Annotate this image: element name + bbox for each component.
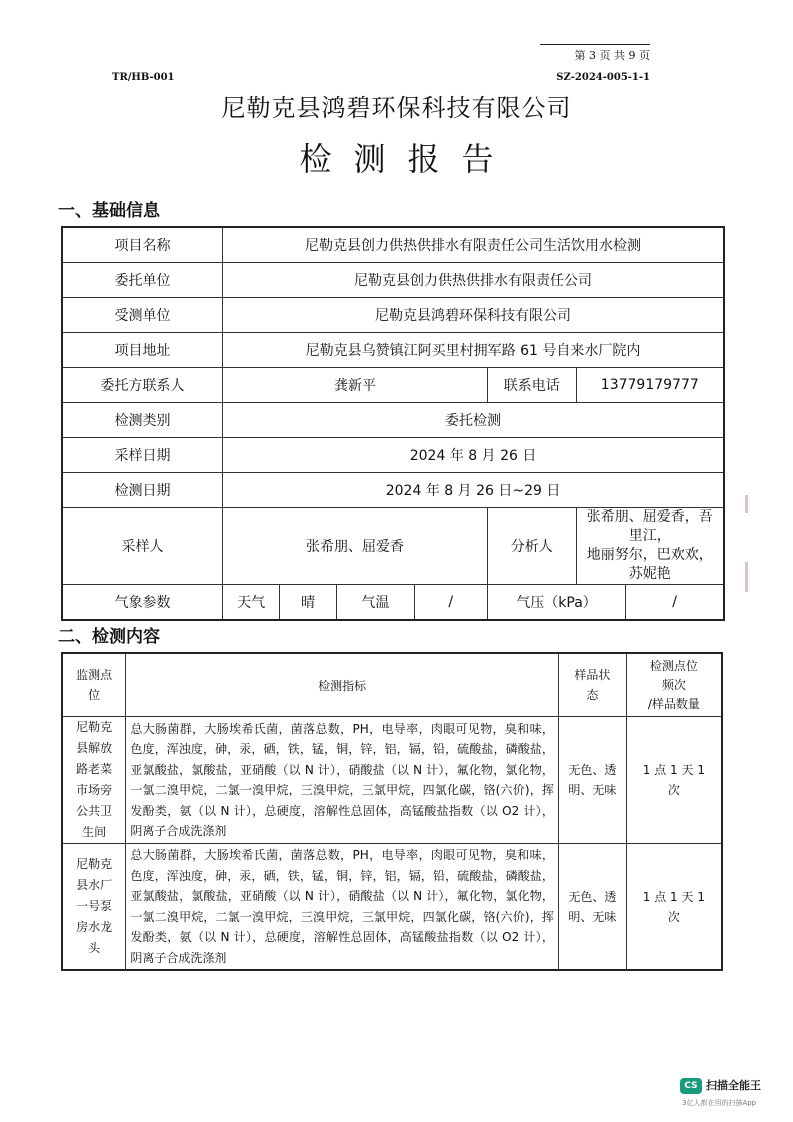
analyst-line: 地丽努尔，巴欢欢， [586, 547, 713, 563]
header-state-line: 态 [586, 688, 599, 702]
report-title: 检测报告 [299, 140, 516, 178]
table-row [62, 298, 724, 333]
site-line: 市场旁 [76, 783, 113, 797]
tested-unit-label: 受测单位 [62, 298, 223, 333]
basic-info-table [61, 226, 725, 621]
weather-key: 天气 [223, 585, 280, 621]
sample-date-value: 2024 年 8 月 26 日 [223, 438, 724, 473]
table-row [62, 585, 724, 621]
header-frequency [626, 653, 722, 717]
sample-date-label: 采样日期 [62, 438, 223, 473]
phone-label: 联系电话 [487, 368, 576, 403]
table-row [62, 844, 722, 971]
header-indicator: 检测指标 [126, 653, 559, 717]
watermark-tagline: 3亿人都在用的扫描App [682, 1099, 757, 1107]
table-row [62, 717, 722, 844]
header-frequency-line: /样品数量 [647, 696, 700, 711]
site-line: 头 [88, 941, 101, 955]
site-line: 房水龙 [76, 920, 113, 934]
client-label: 委托单位 [62, 263, 223, 298]
table-row [62, 368, 724, 403]
frequency-line: 次 [667, 783, 680, 797]
weather-value: 晴 [280, 585, 337, 621]
table-row [62, 403, 724, 438]
site-line: 生间 [82, 825, 107, 839]
project-name-label: 项目名称 [62, 227, 223, 263]
header-site [62, 653, 126, 717]
indicator-cell: 总大肠菌群，大肠埃希氏菌，菌落总数，PH，电导率，肉眼可见物，臭和味，色度，浑浊度，砷，汞，硒，铁，锰，铜，锌，铝，镉，铅，硫酸盐，磷酸盐，亚氯酸盐，氯酸盐，亚硝酸（以 N 计），硝酸盐（以 N 计），氟化物，氯化物，一氯二溴甲烷，二氯一溴甲烷，三溴甲烷，三氯甲烷，四氯化碳，铬(六价)，挥发酚类，氨（以 N 计），总硬度，溶解性总固体，高锰酸盐指数（以 O2 计），阴离子合成洗涤剂 [126, 844, 559, 971]
table-row [62, 227, 724, 263]
address-label: 项目地址 [62, 333, 223, 368]
table-row [62, 333, 724, 368]
test-date-label: 检测日期 [62, 473, 223, 508]
site-line: 公共卫 [76, 804, 113, 818]
analyst-line: 苏妮艳 [628, 566, 671, 582]
analyst-label: 分析人 [487, 508, 576, 585]
test-type-label: 检测类别 [62, 403, 223, 438]
test-content-table [61, 652, 723, 971]
project-name-value: 尼勒克县创力供热供排水有限责任公司生活饮用水检测 [223, 227, 724, 263]
section-basic-info-title: 一、基础信息 [58, 201, 160, 221]
scanner-watermark [680, 1074, 790, 1114]
site-cell [62, 717, 126, 844]
frequency-line: 1 点 1 天 1 [642, 889, 705, 904]
section-test-content-title: 二、检测内容 [58, 627, 160, 647]
state-line: 明、无味 [568, 783, 617, 797]
site-line: 尼勒克 [76, 857, 113, 871]
state-line: 无色、透 [568, 889, 617, 904]
table-row [62, 508, 724, 585]
state-line: 无色、透 [568, 763, 617, 777]
site-cell [62, 844, 126, 971]
site-line: 县水厂 [76, 878, 113, 892]
temperature-key: 气温 [337, 585, 414, 621]
state-line: 明、无味 [568, 909, 617, 924]
page-number: 第 3 页 共 9 页 [540, 44, 650, 67]
indicator-cell: 总大肠菌群，大肠埃希氏菌，菌落总数，PH，电导率，肉眼可见物，臭和味，色度，浑浊度，砷，汞，硒，铁，锰，铜，锌，铝，镉，铅，硫酸盐，磷酸盐，亚氯酸盐，氯酸盐，亚硝酸（以 N 计），硝酸盐（以 N 计），氟化物，氯化物，一氯二溴甲烷，二氯一溴甲烷，三溴甲烷，三氯甲烷，四氯化碳，铬(六价)，挥发酚类，氨（以 N 计），总硬度，溶解性总固体，高锰酸盐指数（以 O2 计），阴离子合成洗涤剂 [126, 717, 559, 844]
header-frequency-line: 频次 [661, 677, 686, 692]
scan-mark [745, 562, 748, 592]
site-line: 一号泵 [76, 899, 113, 913]
frequency-cell [626, 844, 722, 971]
header-state-line: 样品状 [574, 668, 611, 682]
phone-value: 13779179777 [576, 368, 724, 403]
contact-value: 龚新平 [223, 368, 488, 403]
pressure-value: / [626, 585, 724, 621]
state-cell [558, 844, 626, 971]
company-name: 尼勒克县鸿碧环保科技有限公司 [221, 94, 572, 122]
header-state [558, 653, 626, 717]
header-site-line: 监测点 [76, 668, 113, 682]
test-date-value: 2024 年 8 月 26 日~29 日 [223, 473, 724, 508]
frequency-cell [626, 717, 722, 844]
watermark-name: 扫描全能王 [706, 1079, 761, 1092]
analyst-line: 张希朋、屈爱香，吾里江， [586, 509, 713, 544]
scan-mark [745, 495, 748, 513]
site-line: 尼勒克 [76, 720, 113, 734]
cs-logo-icon: CS [680, 1078, 702, 1094]
state-cell [558, 717, 626, 844]
tested-unit-value: 尼勒克县鸿碧环保科技有限公司 [223, 298, 724, 333]
sampler-value: 张希朋、屈爱香 [223, 508, 488, 585]
pressure-key: 气压（kPa） [487, 585, 625, 621]
temperature-value: / [414, 585, 487, 621]
table-row [62, 438, 724, 473]
table-header-row [62, 653, 722, 717]
analyst-value [576, 508, 724, 585]
frequency-line: 次 [667, 909, 680, 924]
test-type-value: 委托检测 [223, 403, 724, 438]
weather-label: 气象参数 [62, 585, 223, 621]
document-code-left: TR/HB-001 [112, 72, 175, 83]
table-row [62, 473, 724, 508]
site-line: 县解放 [76, 741, 113, 755]
header-site-line: 位 [88, 688, 101, 702]
frequency-line: 1 点 1 天 1 [642, 763, 705, 777]
table-row [62, 263, 724, 298]
client-value: 尼勒克县创力供热供排水有限责任公司 [223, 263, 724, 298]
document-code-right: SZ-2024-005-1-1 [556, 72, 650, 83]
header-frequency-line: 检测点位 [649, 658, 698, 673]
sampler-label: 采样人 [62, 508, 223, 585]
address-value: 尼勒克县乌赞镇江阿买里村拥军路 61 号自来水厂院内 [223, 333, 724, 368]
site-line: 路老菜 [76, 762, 113, 776]
contact-label: 委托方联系人 [62, 368, 223, 403]
